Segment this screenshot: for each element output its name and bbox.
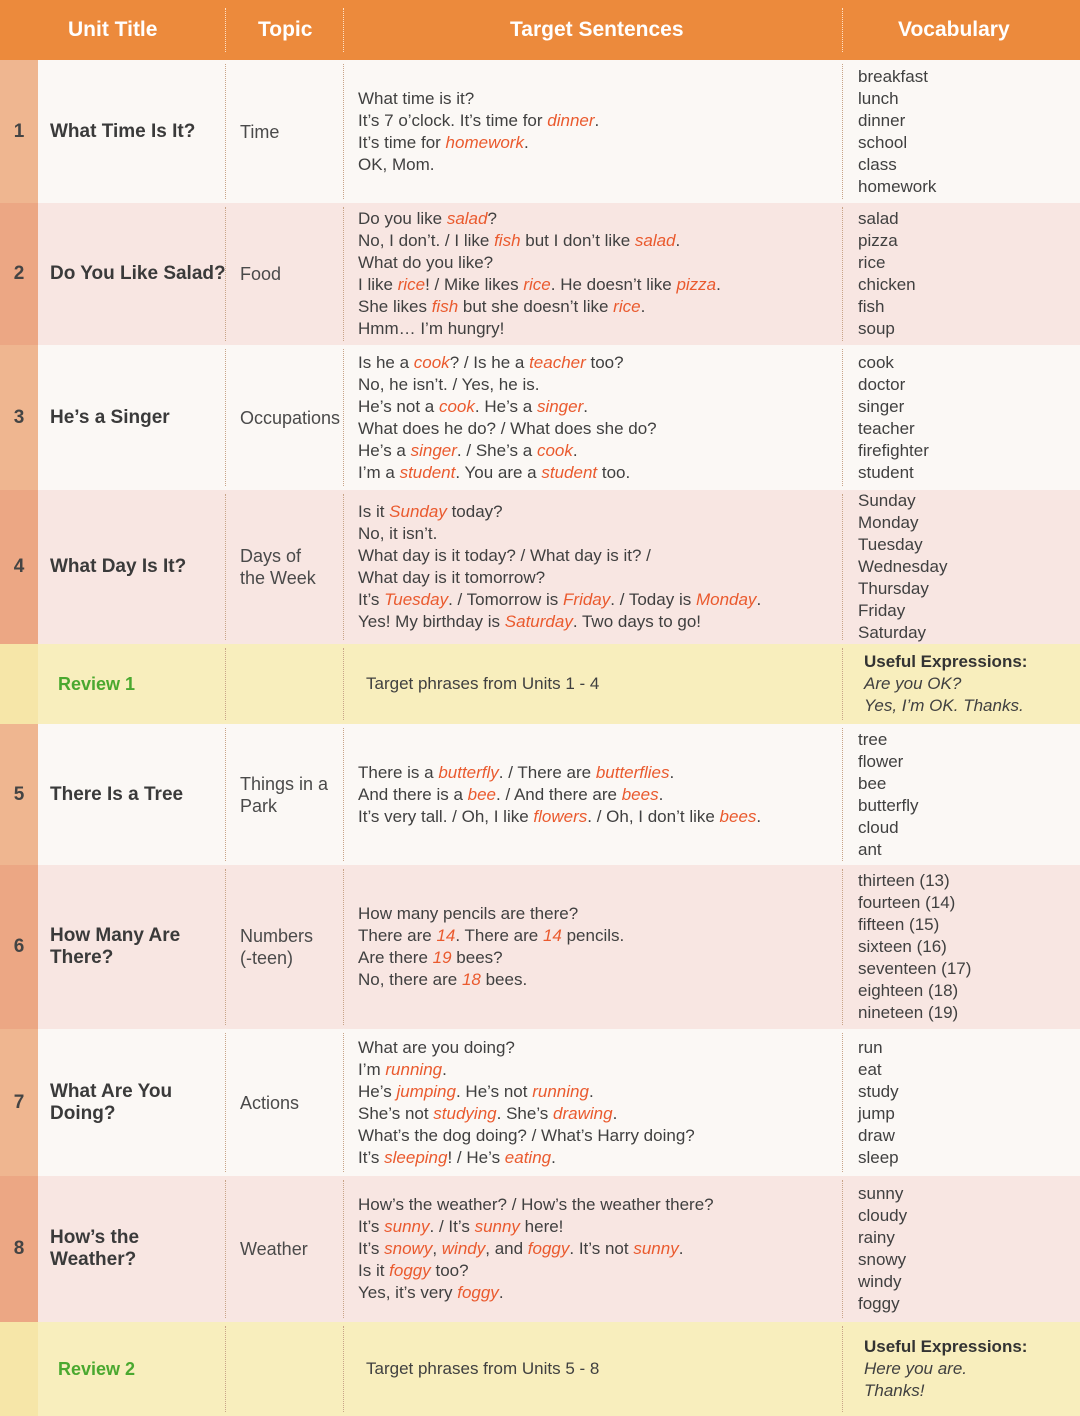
- target-word: rice: [523, 275, 551, 294]
- vocabulary-list: [858, 66, 1073, 198]
- vocabulary-list: [858, 729, 1073, 861]
- vocabulary-item: chicken: [858, 275, 916, 294]
- unit-topic: Weather: [240, 1239, 308, 1259]
- useful-expressions-label: Useful Expressions:: [864, 1337, 1028, 1356]
- target-sentences: [358, 903, 836, 991]
- sentence-line: What time is it?: [358, 89, 475, 108]
- target-word: snowy: [384, 1239, 433, 1258]
- target-word: sunny: [633, 1239, 679, 1258]
- target-sentences: [358, 1037, 836, 1169]
- review-row: [0, 644, 1080, 724]
- target-word: 19: [432, 948, 452, 967]
- sentence-line: It’s time for homework.: [358, 133, 529, 152]
- target-word: fish: [494, 231, 521, 250]
- unit-number: 8: [13, 1238, 25, 1259]
- vocabulary-item: seventeen (17): [858, 959, 972, 978]
- vocabulary-item: soup: [858, 319, 895, 338]
- vocabulary-item: thirteen (13): [858, 871, 950, 890]
- target-word: homework: [445, 133, 524, 152]
- review-title: Review 1: [58, 674, 136, 694]
- target-word: bee: [467, 785, 496, 804]
- unit-number: 3: [13, 407, 25, 428]
- sentence-line: It’s snowy, windy, and foggy. It’s not sunny.: [358, 1239, 684, 1258]
- target-sentences: [358, 1194, 836, 1304]
- target-word: rice: [397, 275, 426, 294]
- vocabulary-list: [858, 352, 1073, 484]
- unit-title: How’s the Weather?: [50, 1227, 140, 1270]
- target-word: teacher: [529, 353, 586, 372]
- target-word: cook: [536, 441, 573, 460]
- unit-row: [0, 1176, 1080, 1322]
- vocabulary-item: Tuesday: [858, 535, 923, 554]
- target-word: foggy: [457, 1283, 499, 1302]
- unit-title: He’s a Singer: [50, 407, 170, 428]
- target-sentences: [358, 208, 836, 340]
- sentence-line: He’s a singer. / She’s a cook.: [358, 441, 578, 460]
- sentence-line: He’s jumping. He’s not running.: [358, 1082, 594, 1101]
- sentence-line: She’s not studying. She’s drawing.: [358, 1104, 618, 1123]
- vocabulary-item: ant: [858, 840, 882, 859]
- sentence-line: No, it isn’t.: [358, 524, 438, 543]
- target-word: butterfly: [438, 763, 499, 782]
- unit-title: What Time Is It?: [50, 121, 196, 142]
- sentence-line: What’s the dog doing? / What’s Harry doing?: [358, 1126, 695, 1145]
- unit-number: 5: [13, 784, 25, 805]
- target-word: cook: [438, 397, 475, 416]
- target-word: sunny: [384, 1217, 430, 1236]
- vocabulary-item: fourteen (14): [858, 893, 956, 912]
- vocabulary-item: sixteen (16): [858, 937, 947, 956]
- unit-row: [0, 865, 1080, 1029]
- unit-row: [0, 60, 1080, 203]
- vocabulary-item: fish: [858, 297, 885, 316]
- target-word: Monday: [695, 590, 757, 609]
- target-word: rice: [613, 297, 641, 316]
- row-stripe: [0, 644, 38, 724]
- sentence-line: How many pencils are there?: [358, 904, 579, 923]
- vocabulary-item: singer: [858, 397, 905, 416]
- vocabulary-item: lunch: [858, 89, 899, 108]
- unit-title: Do You Like Salad?: [50, 263, 226, 284]
- sentence-line: Are there 19 bees?: [358, 948, 503, 967]
- target-word: bees: [719, 807, 757, 826]
- target-word: windy: [441, 1239, 486, 1258]
- target-word: 18: [461, 970, 481, 989]
- target-word: sleeping: [384, 1148, 448, 1167]
- unit-topic: Food: [240, 264, 282, 284]
- vocabulary-list: [858, 208, 1073, 340]
- review-title: Review 2: [58, 1359, 136, 1379]
- vocabulary-item: class: [858, 155, 897, 174]
- sentence-line: Yes! My birthday is Saturday. Two days to go!: [358, 612, 702, 631]
- sentence-line: It’s sunny. / It’s sunny here!: [358, 1217, 564, 1236]
- unit-title: What Day Is It?: [50, 556, 187, 577]
- vocabulary-item: breakfast: [858, 67, 928, 86]
- target-word: salad: [634, 231, 676, 250]
- vocabulary-item: cook: [858, 353, 894, 372]
- target-word: singer: [410, 441, 457, 460]
- sentence-line: No, he isn’t. / Yes, he is.: [358, 375, 540, 394]
- vocabulary-item: run: [858, 1038, 883, 1057]
- vocabulary-list: [858, 1183, 1073, 1315]
- sentence-line: What day is it tomorrow?: [358, 568, 546, 587]
- vocabulary-item: windy: [858, 1272, 902, 1291]
- target-word: flowers: [533, 807, 588, 826]
- sentence-line: Yes, it’s very foggy.: [358, 1283, 504, 1302]
- target-word: jumping: [396, 1082, 456, 1101]
- target-sentences: [358, 88, 836, 176]
- useful-expressions-label: Useful Expressions:: [864, 652, 1028, 671]
- sentence-line: How’s the weather? / How’s the weather there?: [358, 1195, 714, 1214]
- target-word: running: [385, 1060, 443, 1079]
- vocabulary-item: rice: [858, 253, 886, 272]
- sentence-line: I like rice! / Mike likes rice. He doesn’t like pizza.: [358, 275, 721, 294]
- vocabulary-item: Thursday: [858, 579, 929, 598]
- review-row: [0, 1322, 1080, 1416]
- vocabulary-item: nineteen (19): [858, 1003, 959, 1022]
- target-word: foggy: [389, 1261, 431, 1280]
- unit-title: How Many Are There?: [50, 925, 181, 968]
- vocabulary-item: jump: [858, 1104, 895, 1123]
- table-header: [0, 0, 1080, 60]
- vocabulary-item: cloud: [858, 818, 899, 837]
- unit-number: 2: [13, 263, 25, 284]
- vocabulary-item: sunny: [858, 1184, 904, 1203]
- target-word: Tuesday: [384, 590, 449, 609]
- unit-number: 4: [13, 556, 25, 577]
- sentence-line: He’s not a cook. He’s a singer.: [358, 397, 588, 416]
- sentence-line: I’m running.: [358, 1060, 447, 1079]
- sentence-line: It’s sleeping! / He’s eating.: [358, 1148, 556, 1167]
- vocabulary-item: tree: [858, 730, 888, 749]
- sentence-line: It’s Tuesday. / Tomorrow is Friday. / Today is Monday.: [358, 590, 762, 609]
- vocabulary-item: eat: [858, 1060, 882, 1079]
- unit-topic: Days of the Week: [240, 546, 316, 588]
- header-target-sentences: Target Sentences: [510, 18, 684, 41]
- useful-expressions: [864, 651, 1079, 717]
- target-word: cook: [413, 353, 450, 372]
- sentence-line: OK, Mom.: [358, 155, 435, 174]
- unit-number: 7: [13, 1092, 25, 1113]
- useful-expression: Here you are.: [864, 1359, 967, 1378]
- unit-title: There Is a Tree: [50, 784, 184, 805]
- vocabulary-item: snowy: [858, 1250, 907, 1269]
- sentence-line: I’m a student. You are a student too.: [358, 463, 631, 482]
- sentence-line: There is a butterfly. / There are butterflies.: [358, 763, 675, 782]
- vocabulary-list: [858, 490, 1073, 644]
- vocabulary-item: fifteen (15): [858, 915, 940, 934]
- vocabulary-item: school: [858, 133, 908, 152]
- vocabulary-item: sleep: [858, 1148, 899, 1167]
- vocabulary-item: bee: [858, 774, 887, 793]
- vocabulary-item: rainy: [858, 1228, 895, 1247]
- sentence-line: Do you like salad?: [358, 209, 497, 228]
- vocabulary-item: cloudy: [858, 1206, 908, 1225]
- target-word: dinner: [547, 111, 595, 130]
- sentence-line: There are 14. There are 14 pencils.: [358, 926, 625, 945]
- vocabulary-item: salad: [858, 209, 899, 228]
- header-topic: Topic: [258, 18, 313, 41]
- vocabulary-item: pizza: [858, 231, 898, 250]
- unit-row: [0, 1029, 1080, 1176]
- vocabulary-list: [858, 1037, 1073, 1169]
- unit-row: [0, 490, 1080, 644]
- unit-topic: Things in a Park: [240, 774, 329, 816]
- sentence-line: What does he do? / What does she do?: [358, 419, 657, 438]
- vocabulary-item: flower: [858, 752, 904, 771]
- review-target-phrases: Target phrases from Units 1 - 4: [366, 674, 600, 693]
- target-sentences: [358, 501, 836, 633]
- vocabulary-item: eighteen (18): [858, 981, 959, 1000]
- row-stripe: [0, 1322, 38, 1416]
- vocabulary-item: draw: [858, 1126, 895, 1145]
- sentence-line: It’s very tall. / Oh, I like flowers. / Oh, I don’t like bees.: [358, 807, 762, 826]
- target-sentences: [358, 762, 836, 828]
- sentence-line: What day is it today? / What day is it? /: [358, 546, 651, 565]
- sentence-line: And there is a bee. / And there are bees.: [358, 785, 664, 804]
- sentence-line: Is it foggy too?: [358, 1261, 469, 1280]
- vocabulary-item: firefighter: [858, 441, 929, 460]
- sentence-line: What are you doing?: [358, 1038, 515, 1057]
- vocabulary-item: Monday: [858, 513, 919, 532]
- sentence-line: Is he a cook? / Is he a teacher too?: [358, 353, 624, 372]
- target-word: bees: [621, 785, 659, 804]
- vocabulary-item: teacher: [858, 419, 915, 438]
- vocabulary-item: student: [858, 463, 914, 482]
- review-target-phrases: Target phrases from Units 5 - 8: [366, 1359, 600, 1378]
- target-word: Saturday: [504, 612, 573, 631]
- useful-expression: Yes, I’m OK. Thanks.: [864, 696, 1024, 715]
- target-word: drawing: [553, 1104, 613, 1123]
- unit-number: 1: [13, 121, 25, 142]
- vocabulary-item: homework: [858, 177, 937, 196]
- target-word: foggy: [527, 1239, 570, 1258]
- header-vocabulary: Vocabulary: [898, 18, 1010, 41]
- vocabulary-item: Sunday: [858, 491, 916, 510]
- vocabulary-item: Friday: [858, 601, 906, 620]
- target-word: 14: [542, 926, 562, 945]
- sentence-line: It’s 7 o’clock. It’s time for dinner.: [358, 111, 600, 130]
- vocabulary-item: butterfly: [858, 796, 919, 815]
- unit-row: [0, 724, 1080, 865]
- target-word: salad: [446, 209, 488, 228]
- unit-row: [0, 203, 1080, 345]
- target-sentences: [358, 352, 836, 484]
- sentence-line: Is it Sunday today?: [358, 502, 503, 521]
- vocabulary-item: Wednesday: [858, 557, 948, 576]
- vocabulary-item: Saturday: [858, 623, 927, 642]
- target-word: studying: [433, 1104, 497, 1123]
- vocabulary-item: doctor: [858, 375, 906, 394]
- target-word: 14: [436, 926, 456, 945]
- unit-title: What Are You Doing?: [50, 1081, 173, 1124]
- vocabulary-item: study: [858, 1082, 899, 1101]
- useful-expression: Are you OK?: [864, 674, 962, 693]
- sentence-line: She likes fish but she doesn’t like rice.: [358, 297, 646, 316]
- vocabulary-list: [858, 870, 1073, 1024]
- target-word: Friday: [563, 590, 611, 609]
- unit-row: [0, 345, 1080, 490]
- unit-topic: Numbers (-teen): [240, 926, 314, 968]
- target-word: sunny: [474, 1217, 520, 1236]
- target-word: pizza: [676, 275, 717, 294]
- target-word: singer: [536, 397, 584, 416]
- vocabulary-item: foggy: [858, 1294, 900, 1313]
- target-word: student: [399, 463, 456, 482]
- useful-expressions: [864, 1336, 1079, 1402]
- target-word: butterflies: [595, 763, 670, 782]
- target-word: eating: [504, 1148, 552, 1167]
- unit-topic: Occupations: [240, 408, 341, 428]
- target-word: student: [541, 463, 598, 482]
- header-unit-title: Unit Title: [68, 18, 158, 41]
- useful-expression: Thanks!: [864, 1381, 925, 1400]
- target-word: running: [532, 1082, 589, 1101]
- sentence-line: No, I don’t. / I like fish but I don’t like salad.: [358, 231, 681, 250]
- sentence-line: What do you like?: [358, 253, 494, 272]
- sentence-line: Hmm… I’m hungry!: [358, 319, 505, 338]
- unit-topic: Actions: [240, 1093, 300, 1113]
- unit-number: 6: [13, 936, 25, 957]
- sentence-line: No, there are 18 bees.: [358, 970, 528, 989]
- unit-topic: Time: [240, 122, 280, 142]
- target-word: fish: [431, 297, 459, 316]
- vocabulary-item: dinner: [858, 111, 906, 130]
- target-word: Sunday: [389, 502, 447, 521]
